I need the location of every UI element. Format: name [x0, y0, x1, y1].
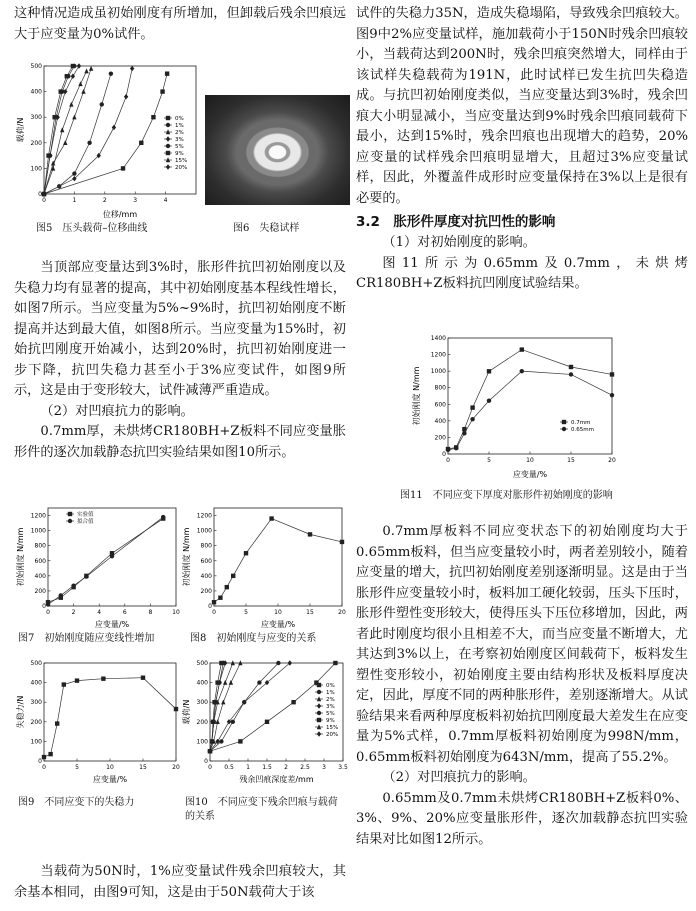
- legend-label: 5%: [326, 711, 335, 717]
- data-point: [308, 532, 312, 536]
- data-point: [160, 89, 164, 93]
- data-point: [333, 661, 337, 665]
- x-tick-label: 20: [338, 609, 346, 616]
- y-tick-label: 400: [434, 417, 446, 425]
- fig6-photo: [205, 95, 350, 205]
- legend-label: 9%: [175, 151, 184, 157]
- data-point: [84, 68, 88, 73]
- data-point: [89, 66, 93, 71]
- x-tick-label: 8: [148, 609, 153, 616]
- fig7-caption: 图7 初始刚度随应变线性增加: [18, 633, 155, 644]
- fig9-chart: [14, 655, 184, 785]
- data-point: [139, 141, 143, 145]
- y-axis-label: 载荷/N: [182, 699, 191, 725]
- y-tick-label: 600: [200, 557, 212, 565]
- data-point: [269, 516, 273, 520]
- fig8-chart: [180, 500, 350, 630]
- paragraph: 这种情况造成虽初始刚度有所增加，但卸载后残余凹痕远大于应变量为0%试件。: [14, 6, 346, 42]
- legend-label: 15%: [175, 158, 188, 164]
- x-tick-label: 3: [133, 197, 138, 204]
- data-point: [72, 115, 76, 120]
- x-tick-label: 4: [97, 609, 102, 616]
- fig11-caption: 图11 不同应变下厚度对胀形件初始刚度的影响: [400, 490, 613, 501]
- x-tick-label: 2: [102, 197, 107, 204]
- y-tick-label: 100: [196, 738, 208, 746]
- data-point: [63, 140, 67, 145]
- data-point: [340, 540, 344, 544]
- data-point: [68, 512, 72, 516]
- y-tick-label: 0: [208, 603, 212, 610]
- x-tick-label: 4: [163, 197, 168, 204]
- x-axis-label: 位移/mm: [102, 210, 138, 219]
- data-point: [211, 720, 215, 724]
- paragraph: （1）对初始刚度的影响。: [382, 235, 536, 250]
- data-point: [174, 707, 178, 711]
- x-axis-label: 应变量/%: [260, 620, 296, 629]
- y-tick-label: 200: [34, 587, 46, 595]
- y-tick-label: 600: [34, 557, 46, 565]
- x-tick-label: 0.5: [224, 764, 234, 771]
- y-axis-label: 载荷/N: [16, 117, 25, 143]
- paragraph: 图11所示为0.65mm及0.7mm，未烘烤CR180BH+Z板料抗凹刚度试验结果。: [356, 255, 688, 291]
- fig7-chart: [14, 500, 184, 630]
- y-tick-label: 0: [442, 451, 446, 458]
- x-axis-label: 残余凹痕深度差/mm: [239, 775, 314, 784]
- y-tick-label: 600: [434, 401, 446, 409]
- paragraph: 试件的失稳力35N，造成失稳塌陷，导致残余凹痕较大。图9中2%应变量试样，施加载荷小于150N时残余凹痕较小，当载荷达到200N时，残余凹痕突然增大，同样由于该试样失稳载荷为191N，此时试样已发生抗凹失稳造成。与抗凹初始刚度类似，当应变量达到3%时，残余凹痕大小明显减小，当应变量达到9%时残余凹痕同载荷下最小，达到15%时，残余凹痕也出现增大的趋势，20%应变量的试样残余凹痕明显增大，且超过3%应变量试样，因此，外覆盖件成形时应变量保持在3%以上是很有必要的。: [356, 6, 688, 206]
- data-point: [276, 661, 280, 665]
- data-point: [218, 596, 222, 600]
- y-axis-label: 初始刚度 N/mm: [412, 366, 421, 426]
- left-bottom-block: [14, 862, 346, 903]
- data-point: [165, 71, 169, 75]
- x-tick-label: 1: [246, 764, 250, 771]
- y-tick-label: 300: [30, 114, 42, 122]
- data-point: [69, 102, 73, 107]
- x-tick-label: 2.5: [300, 764, 310, 771]
- plot-frame: [44, 66, 196, 194]
- series-line: [214, 519, 342, 603]
- x-tick-label: 20: [608, 457, 616, 464]
- data-point: [87, 141, 91, 145]
- data-point: [109, 71, 113, 75]
- plot-frame: [44, 663, 176, 761]
- series-line: [210, 663, 335, 751]
- y-tick-label: 1200: [196, 512, 212, 520]
- x-tick-label: 3.5: [338, 764, 348, 771]
- data-point: [487, 369, 491, 373]
- data-point: [265, 720, 269, 724]
- legend-label: 3%: [175, 137, 184, 143]
- data-point: [68, 519, 72, 523]
- x-axis-label: 应变量/%: [94, 620, 130, 629]
- data-point: [231, 574, 235, 578]
- data-point: [166, 144, 170, 148]
- x-tick-label: 2: [71, 609, 76, 616]
- legend-label: 9%: [326, 718, 335, 724]
- data-point: [257, 680, 261, 684]
- legend-label: 0%: [175, 116, 184, 122]
- y-axis-label: 失稳力/N: [16, 695, 25, 729]
- y-tick-label: 200: [434, 434, 446, 442]
- y-tick-label: 1000: [196, 527, 212, 535]
- data-point: [59, 89, 63, 93]
- x-tick-label: 0: [42, 197, 46, 204]
- data-point: [288, 660, 292, 665]
- y-tick-label: 500: [30, 660, 42, 667]
- x-tick-label: 15: [567, 457, 575, 464]
- data-point: [569, 365, 573, 369]
- data-point: [65, 74, 69, 78]
- y-tick-label: 200: [30, 139, 42, 147]
- section-heading: 3.2 胀形件厚度对抗凹性的影响: [356, 214, 556, 230]
- data-point: [215, 719, 219, 724]
- legend-label: 1%: [175, 123, 184, 129]
- data-point: [219, 739, 223, 743]
- data-point: [569, 372, 573, 376]
- y-tick-label: 500: [30, 63, 42, 70]
- right-bottom-block: [356, 522, 688, 850]
- right-text-block: [356, 4, 688, 295]
- y-tick-label: 800: [34, 542, 46, 550]
- data-point: [78, 81, 82, 86]
- legend-label: 实验值: [77, 512, 94, 518]
- plot-frame: [448, 338, 612, 454]
- x-tick-label: 1: [72, 197, 77, 204]
- y-tick-label: 400: [34, 572, 46, 580]
- plot-frame: [214, 508, 342, 606]
- data-point: [166, 116, 170, 120]
- y-tick-label: 1400: [430, 335, 446, 342]
- y-tick-label: 0: [42, 603, 46, 610]
- y-tick-label: 200: [30, 718, 42, 726]
- data-point: [317, 731, 321, 736]
- paragraph: 当顶部应变量达到3%时，胀形件抗凹初始刚度以及失稳力均有显著的提高，其中初始刚度基本程线性增长，如图7所示。当应变量为5%~9%时，抗凹初始刚度不断提高并达到最大值，如图8所示。当应变量为15%时，初始抗凹刚度开始减小，达到20%时，抗凹初始刚度进一步下降，抗凹失稳力甚至小于3%应变试件，如图9所示，这是由于变形较大，试件减薄严重造成。: [14, 260, 346, 398]
- data-point: [62, 682, 66, 686]
- data-point: [470, 405, 474, 409]
- data-point: [229, 680, 233, 685]
- fig9-caption: 图9 不同应变下的失稳力: [18, 797, 135, 808]
- paragraph: （2）对凹痕抗力的影响。: [382, 770, 536, 785]
- series-line: [210, 663, 240, 751]
- x-tick-label: 5: [244, 609, 248, 616]
- y-tick-label: 400: [30, 88, 42, 96]
- data-point: [72, 171, 76, 175]
- legend-label: 2%: [175, 130, 184, 136]
- data-point: [141, 676, 145, 680]
- data-point: [59, 593, 63, 597]
- fig11-chart: [410, 330, 620, 480]
- data-point: [124, 94, 128, 99]
- y-tick-label: 400: [200, 572, 212, 580]
- data-point: [244, 551, 248, 555]
- y-tick-label: 0: [204, 758, 208, 765]
- y-tick-label: 400: [196, 679, 208, 687]
- paragraph: 0.7mm厚板料不同应变状态下的初始刚度均大于0.65mm板料，但当应变量较小时，两者差别较小，随着应变量的增大，抗凹初始刚度差别逐渐明显。这是由于当胀形件应变量较小时，板料加工硬化较弱，压头下压时，胀形件塑性变形较大，使得压头下压位移增加，因此，两者此时刚度均很小且相差不大，而当应变量不断增大，尤其达到3%以上，在考察初始刚度区间载荷下，板料发生塑性变形较小，初始刚度主要由结构形状及板料厚度决定，因此，厚度不同的两种胀形件，差别逐渐增大。从试验结果来看两种厚度板料初始抗凹刚度最大差发生在应变量为5%式样，0.7mm厚板料初始刚度为998N/mm，0.65mm板料初始刚度为643N/mm，提高了55.2%。: [356, 524, 688, 765]
- y-tick-label: 1000: [430, 368, 446, 376]
- data-point: [265, 680, 269, 685]
- data-point: [454, 446, 458, 450]
- data-point: [75, 678, 79, 682]
- x-tick-label: 10: [526, 457, 534, 464]
- data-point: [166, 151, 170, 155]
- fig6-caption: 图6 失稳试样: [233, 223, 300, 234]
- data-point: [77, 63, 81, 68]
- y-axis-label: 初始刚度 N/mm: [16, 527, 25, 587]
- x-tick-label: 10: [172, 609, 180, 616]
- data-point: [610, 372, 614, 376]
- fig10-chart: [180, 655, 355, 785]
- left-text-block: [14, 258, 346, 463]
- data-point: [71, 74, 75, 79]
- legend-label: 1%: [326, 690, 335, 696]
- y-tick-label: 800: [200, 542, 212, 550]
- data-point: [610, 393, 614, 397]
- legend-label: 20%: [326, 732, 339, 738]
- data-point: [212, 700, 216, 704]
- data-point: [470, 417, 474, 421]
- data-point: [446, 448, 450, 452]
- data-point: [221, 700, 225, 705]
- x-tick-label: 20: [172, 764, 180, 771]
- data-point: [223, 680, 227, 685]
- data-point: [166, 123, 170, 127]
- legend-label: 0.65mm: [571, 427, 594, 433]
- x-tick-label: 15: [139, 764, 147, 771]
- data-point: [317, 683, 321, 687]
- x-tick-label: 15: [306, 609, 314, 616]
- data-point: [121, 166, 125, 170]
- data-point: [212, 600, 216, 604]
- data-point: [100, 102, 104, 106]
- legend-label: 15%: [326, 725, 339, 731]
- data-point: [225, 585, 229, 589]
- data-point: [101, 676, 105, 680]
- x-tick-label: 0: [208, 764, 212, 771]
- legend-label: 0%: [326, 683, 335, 689]
- x-tick-label: 0: [46, 609, 50, 616]
- data-point: [48, 752, 52, 756]
- data-point: [462, 431, 466, 435]
- data-point: [60, 127, 64, 132]
- y-tick-label: 0: [38, 191, 42, 198]
- x-axis-label: 应变量/%: [92, 775, 128, 784]
- y-tick-label: 500: [196, 660, 208, 667]
- y-tick-label: 300: [30, 699, 42, 707]
- data-point: [219, 661, 223, 665]
- fig10-caption: 图10 不同应变下残余凹痕与载荷的关系: [185, 797, 338, 822]
- data-point: [71, 583, 75, 587]
- series-line: [448, 371, 612, 450]
- series-line: [48, 519, 163, 603]
- series-line: [44, 678, 176, 757]
- y-tick-label: 200: [196, 718, 208, 726]
- data-point: [151, 115, 155, 119]
- x-axis-label: 应变量/%: [512, 470, 548, 479]
- legend-label: 3%: [326, 704, 335, 710]
- data-point: [42, 755, 46, 759]
- data-point: [520, 369, 524, 373]
- data-point: [52, 115, 56, 119]
- data-point: [317, 690, 321, 694]
- x-tick-label: 10: [274, 609, 282, 616]
- x-tick-label: 10: [106, 764, 114, 771]
- x-tick-label: 0: [212, 609, 216, 616]
- y-axis-label: 初始刚度 N/mm: [182, 527, 191, 587]
- data-point: [130, 66, 134, 71]
- x-tick-label: 2: [284, 764, 288, 771]
- legend-label: 拟合值: [77, 519, 94, 525]
- plot-frame: [210, 663, 343, 761]
- y-tick-label: 300: [196, 699, 208, 707]
- x-tick-label: 6: [122, 609, 127, 616]
- data-point: [55, 721, 59, 725]
- fig8-caption: 图8 初始刚度与应变的关系: [190, 633, 317, 644]
- series-line: [448, 350, 612, 449]
- y-tick-label: 200: [200, 587, 212, 595]
- paragraph: 当载荷为50N时，1%应变量试件残余凹痕较大，其余基本相同，由图9可知，这是由于50N载荷大于该: [14, 864, 346, 900]
- data-point: [161, 515, 165, 519]
- legend-label: 0.7mm: [571, 420, 591, 426]
- data-point: [317, 703, 321, 708]
- y-tick-label: 800: [434, 384, 446, 392]
- data-point: [81, 89, 85, 94]
- data-point: [84, 574, 88, 578]
- data-point: [110, 554, 114, 558]
- legend-label: 5%: [175, 144, 184, 150]
- paragraph: （2）对凹痕抗力的影响。: [40, 403, 194, 419]
- data-point: [71, 64, 75, 68]
- data-point: [487, 399, 491, 403]
- series-line: [44, 69, 132, 194]
- fig5-caption: 图5 压头载荷–位移曲线: [36, 223, 148, 234]
- x-tick-label: 5: [487, 457, 491, 464]
- x-tick-label: 5: [75, 764, 79, 771]
- y-tick-label: 0: [38, 758, 42, 765]
- data-point: [562, 427, 566, 431]
- data-point: [215, 680, 219, 684]
- paragraph: 0.65mm及0.7mm未烘烤CR180BH+Z板料0%、3%、9%、20%应变量胀形件，逐次加载静态抗凹实验结果对比如图12所示。: [356, 790, 688, 847]
- data-point: [46, 153, 50, 157]
- y-tick-label: 100: [30, 165, 42, 173]
- y-tick-label: 1200: [30, 512, 46, 520]
- x-tick-label: 0: [42, 764, 46, 771]
- data-point: [317, 718, 321, 722]
- series-line: [210, 663, 278, 751]
- legend-label: 2%: [326, 697, 335, 703]
- x-tick-label: 1.5: [262, 764, 272, 771]
- paragraph: 0.7mm厚，未烘烤CR180BH+Z板料不同应变量胀形件的逐次加载静态抗凹实验结果如图10所示。: [14, 424, 346, 460]
- legend-label: 20%: [175, 165, 188, 171]
- y-tick-label: 400: [30, 679, 42, 687]
- y-tick-label: 1200: [430, 351, 446, 359]
- series-line: [48, 517, 163, 604]
- data-point: [112, 125, 116, 130]
- data-point: [520, 347, 524, 351]
- fig5-chart: [14, 60, 204, 220]
- data-point: [317, 711, 321, 715]
- data-point: [166, 164, 170, 169]
- x-tick-label: 3: [322, 764, 326, 771]
- data-point: [562, 420, 566, 424]
- data-point: [291, 700, 295, 704]
- data-point: [238, 739, 242, 743]
- x-tick-label: 0: [446, 457, 450, 464]
- y-tick-label: 100: [30, 738, 42, 746]
- data-point: [46, 602, 50, 606]
- data-point: [166, 136, 170, 141]
- y-tick-label: 1000: [30, 527, 46, 535]
- data-point: [231, 720, 235, 724]
